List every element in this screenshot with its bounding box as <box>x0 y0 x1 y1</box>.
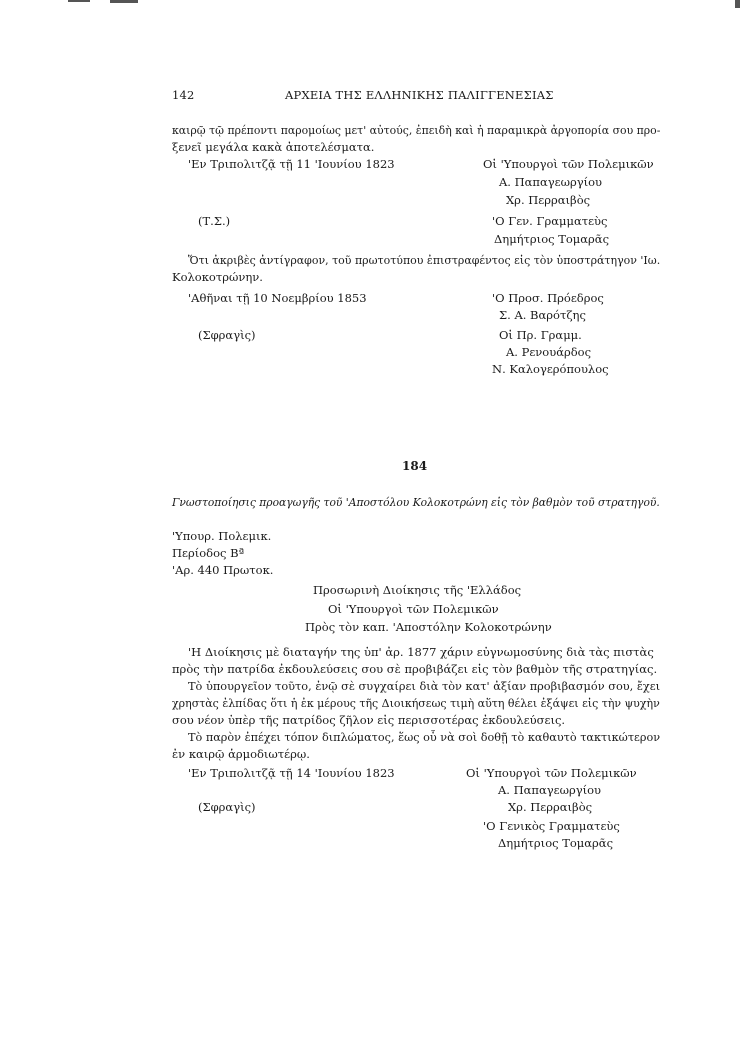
body-line: πρὸς τὴν πατρίδα ἐκδουλεύσεις σου σὲ προβιβάζει εἰς τὸν βαθμὸν τῆς στρατηγίας. <box>172 662 658 676</box>
reference-line: Περίοδος Βª <box>172 546 245 560</box>
body-line: σου νέον ὑπὲρ τῆς πατρίδος ζῆλον εἰς περισσοτέρας ἐκδουλεύσεις. <box>172 713 566 727</box>
document-number: 184 <box>402 459 428 473</box>
seal-label: (Τ.Σ.) <box>198 214 231 228</box>
document-title: Γνωστοποίησις προαγωγῆς τοῦ 'Αποστόλου Κολοκοτρώνη εἰς τὸν βαθμὸν τοῦ στρατηγοῦ. <box>172 495 660 509</box>
place-date: 'Εν Τριπολιτζᾷ τῇ 11 'Ιουνίου 1823 <box>188 157 395 171</box>
signatory-line: Α. Παπαγεωργίου <box>498 783 602 797</box>
address-line: Οἱ 'Υπουργοὶ τῶν Πολεμικῶν <box>328 602 499 616</box>
reference-line: 'Αρ. 440 Πρωτοκ. <box>172 563 274 577</box>
page-number: 142 <box>172 88 195 102</box>
signatory-line: Δημήτριος Τομαρᾶς <box>498 836 614 850</box>
body-line: Τὸ παρὸν ἐπέχει τόπον διπλώματος, ἕως οὗ νὰ σοὶ δοθῇ τὸ καθαυτὸ τακτικώτερον <box>188 730 661 744</box>
signatory-line: Δημήτριος Τομαρᾶς <box>494 232 610 246</box>
seal-label: (Σφραγὶς) <box>198 328 256 342</box>
reference-line: 'Υπουρ. Πολεμικ. <box>172 529 272 543</box>
copy-note-line: Ὅτι ἀκριβὲς ἀντίγραφον, τοῦ πρωτοτύπου ἐπιστραφέντος εἰς τὸν ὑποστράτηγον 'Ιω. <box>188 253 661 267</box>
body-line: Τὸ ὑπουργεῖον τοῦτο, ἐνῷ σὲ συγχαίρει διὰ τὸν κατ' ἀξίαν προβιβασμόν σου, ἔχει <box>188 679 661 693</box>
body-line: καιρῷ τῷ πρέποντι παρομοίως μετ' αὐτούς, ἐπειδὴ καὶ ἡ παραμικρὰ ἀργοπορία σου προ- <box>172 123 661 137</box>
body-line: χρηστὰς ἐλπίδας ὅτι ἡ ἐκ μέρους τῆς Διοικήσεως τιμὴ αὕτη θέλει ἐξάψει εἰς τὴν ψυχὴν <box>172 696 660 710</box>
body-line: ἐν καιρῷ ἁρμοδιωτέρῳ. <box>172 747 310 761</box>
scan-artifact <box>735 0 740 8</box>
signatory-line: 'Ο Γενικὸς Γραμματεὺς <box>483 819 620 833</box>
signatory-line: 'Ο Γεν. Γραμματεὺς <box>492 214 608 228</box>
place-date: 'Εν Τριπολιτζᾷ τῇ 14 'Ιουνίου 1823 <box>188 766 395 780</box>
running-title: ΑΡΧΕΙΑ ΤΗΣ ΕΛΛΗΝΙΚΗΣ ΠΑΛΙΓΓΕΝΕΣΙΑΣ <box>285 88 554 102</box>
signatory-line: Ν. Καλογερόπουλος <box>492 362 609 376</box>
scan-artifact <box>110 0 138 3</box>
signatory-line: Χρ. Περραιβὸς <box>506 193 591 207</box>
signatory-line: Οἱ 'Υπουργοὶ τῶν Πολεμικῶν <box>483 157 654 171</box>
address-line: Προσωρινὴ Διοίκησις τῆς 'Ελλάδος <box>313 583 522 597</box>
seal-label: (Σφραγὶς) <box>198 800 256 814</box>
signatory-line: Οἱ 'Υπουργοὶ τῶν Πολεμικῶν <box>466 766 637 780</box>
copy-note-line: Κολοκοτρώνην. <box>172 270 263 284</box>
scan-artifact <box>68 0 90 2</box>
signatory-line: 'Ο Προσ. Πρόεδρος <box>492 291 604 305</box>
signatory-line: Χρ. Περραιβὸς <box>508 800 593 814</box>
copy-place-date: 'Αθῆναι τῇ 10 Νοεμβρίου 1853 <box>188 291 367 305</box>
body-line: 'Η Διοίκησις μὲ διαταγήν της ὑπ' ἀρ. 1877 χάριν εὐγνωμοσύνης διὰ τὰς πιστὰς <box>188 645 654 659</box>
signatory-line: Σ. Α. Βαρότζης <box>499 308 586 322</box>
signatory-line: Α. Παπαγεωργίου <box>499 175 603 189</box>
signatory-line: Α. Ρενουάρδος <box>506 345 592 359</box>
signatory-line: Οἱ Πρ. Γραμμ. <box>499 328 582 342</box>
body-line: ξενεῖ μεγάλα κακὰ ἀποτελέσματα. <box>172 140 375 154</box>
address-line: Πρὸς τὸν καπ. 'Αποστόλην Κολοκοτρώνην <box>305 620 552 634</box>
